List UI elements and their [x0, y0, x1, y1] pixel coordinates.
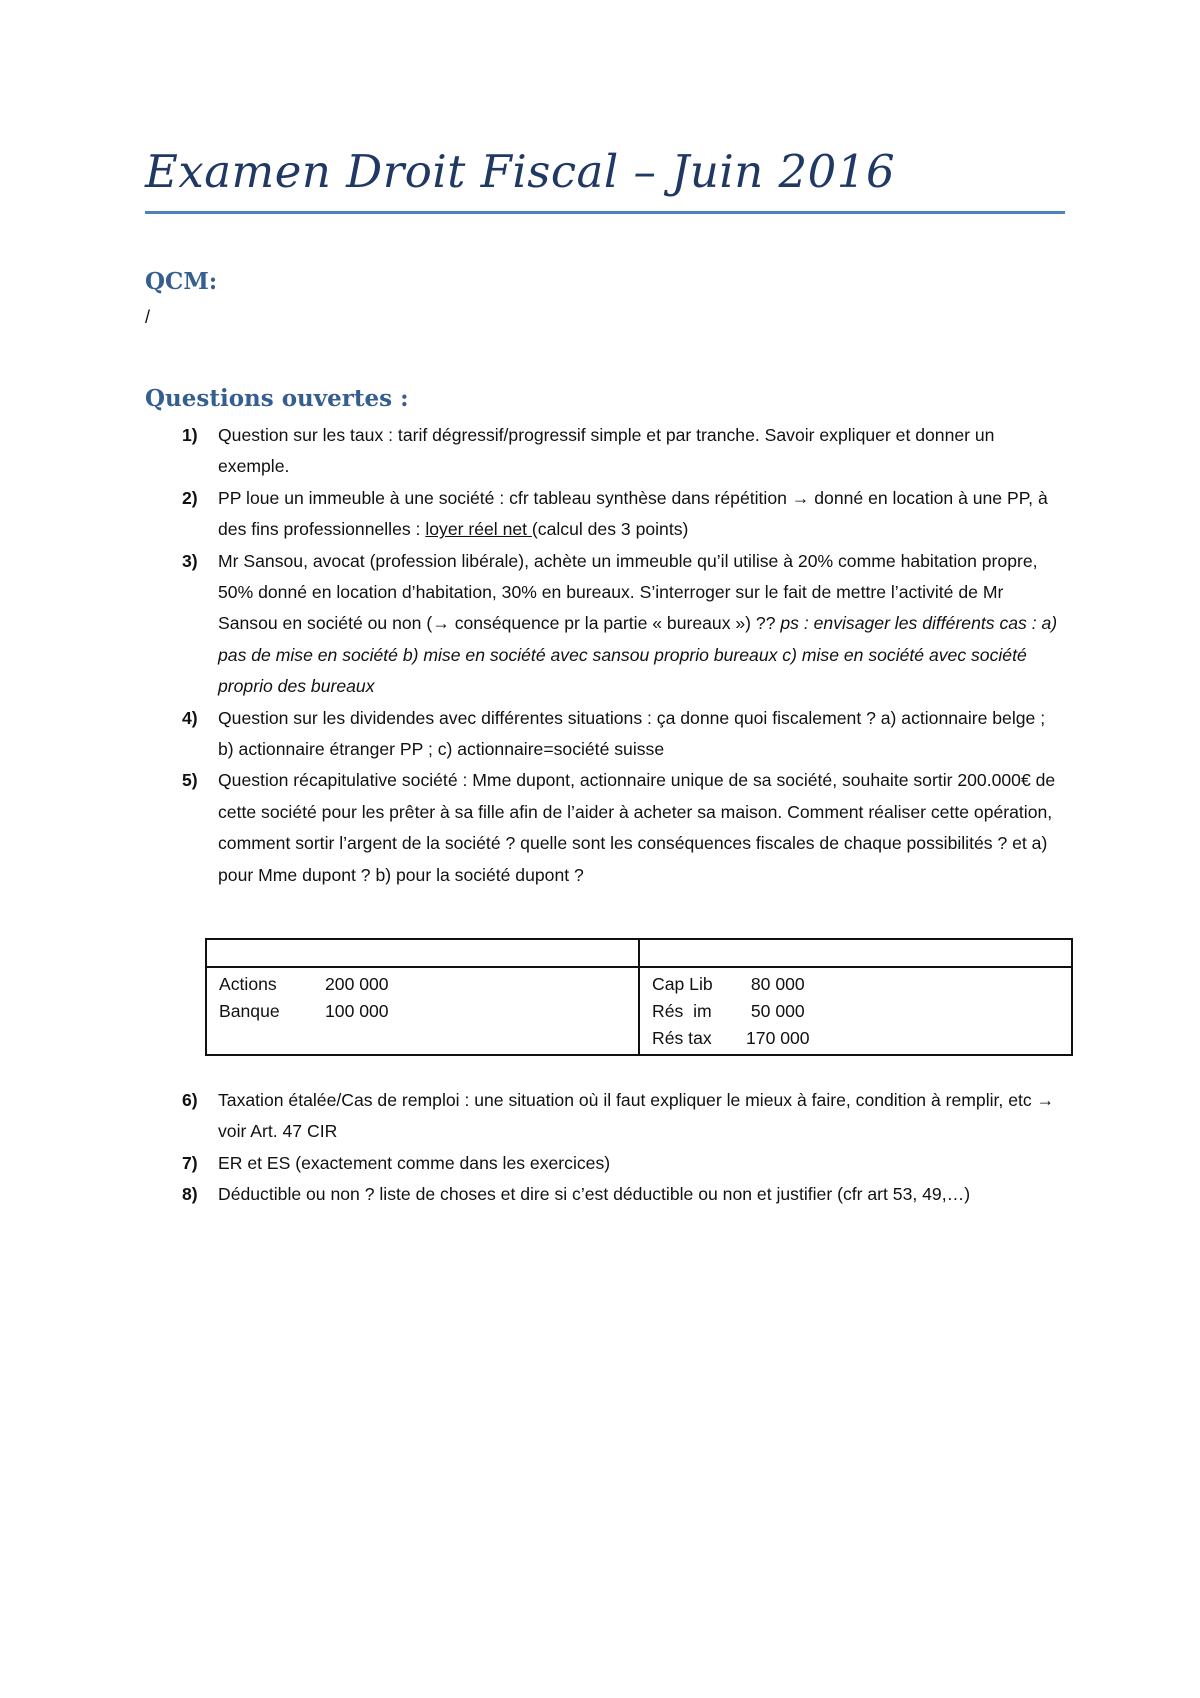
table-row	[206, 967, 1072, 1055]
question-text-main: Mr Sansou, avocat (profession libérale), achète un immeuble qu’il utilise à 20% comme habitation propre, 50% donné en location d’habitation, 30% en bureaux. S’interroger sur le fait de mettre l’activité de Mr Sansou en société ou non (→ conséquence pr la partie « bureaux ») ??	[218, 550, 1038, 634]
qcm-content: /	[145, 307, 151, 327]
question-text-end: (calcul des 3 points)	[531, 519, 689, 540]
balance-line	[652, 1025, 1059, 1052]
balance-line	[652, 971, 1059, 998]
balance-label: Banque	[219, 1001, 280, 1021]
question-text: Question sur les dividendes avec différentes situations : ça donne quoi fiscalement ? a) actionnaire belge ; b) actionnaire étranger PP ; c) actionnaire=société suisse	[218, 707, 1046, 760]
underlined-term: loyer réel net	[425, 519, 532, 540]
document-title: Examen Droit Fiscal – Juin 2016	[145, 145, 896, 198]
question-text: ER et ES (exactement comme dans les exercices)	[218, 1152, 611, 1173]
question-number: 3)	[182, 550, 198, 571]
question-text	[218, 483, 1065, 546]
qcm-heading: QCM:	[145, 268, 218, 295]
question-text-main: PP loue un immeuble à une société : cfr tableau synthèse dans répétition → donné en location à une PP, à des fins professionnelles :	[218, 487, 1048, 540]
question-item-6	[145, 1085, 1065, 1148]
question-item-2	[145, 483, 1065, 546]
question-number: 4)	[182, 707, 198, 728]
balance-label: Rés im	[652, 1001, 712, 1021]
question-list-continued	[145, 1085, 1065, 1211]
question-text: Question sur les taux : tarif dégressif/progressif simple et par tranche. Savoir expliquer et donner un exemple.	[218, 425, 995, 477]
question-text: Déductible ou non ? liste de choses et dire si c’est déductible ou non et justifier (cfr art 53, 49,…)	[218, 1184, 971, 1205]
question-number: 1)	[182, 425, 198, 445]
question-text: Question récapitulative société : Mme dupont, actionnaire unique de sa société, souhaite sortir 200.000€ de cette société pour les prêter à sa fille afin de l’aider à acheter sa maison. Comment réaliser cette opération, comment sortir l’argent de la société ? quelle sont les conséquences fiscales de chaque possibilités ? et a) pour Mme dupont ? b) pour la société dupont ?	[218, 770, 1056, 885]
question-item-7	[145, 1148, 1065, 1179]
balance-value: 50 000	[746, 1001, 805, 1021]
balance-value: 170 000	[746, 1028, 810, 1048]
balance-line	[219, 998, 626, 1025]
question-item-1	[145, 420, 1065, 483]
question-text	[218, 546, 1065, 703]
question-number: 5)	[182, 770, 198, 791]
question-item-4	[145, 703, 1065, 766]
balance-value: 200 000	[325, 974, 389, 994]
question-number: 2)	[182, 487, 198, 508]
balance-value: 80 000	[746, 974, 805, 994]
question-item-5	[145, 765, 1065, 891]
title-rule	[145, 211, 1065, 214]
question-number: 8)	[182, 1184, 198, 1205]
open-questions-heading: Questions ouvertes :	[145, 385, 409, 412]
balance-label: Actions	[219, 974, 277, 994]
liabilities-cell	[639, 967, 1072, 1055]
italic-note: ps : envisager les différents cas : a) pas de mise en société b) mise en société avec sansou proprio bureaux c) mise en société avec société proprio des bureaux	[218, 613, 1058, 697]
question-text: Taxation étalée/Cas de remploi : une situation où il faut expliquer le mieux à faire, condition à remplir, etc → voir Art. 47 CIR	[218, 1090, 1055, 1142]
assets-cell	[206, 967, 639, 1055]
question-number: 7)	[182, 1152, 198, 1173]
balance-line	[652, 998, 1059, 1025]
question-item-3	[145, 546, 1065, 703]
question-number: 6)	[182, 1090, 198, 1110]
question-list	[145, 420, 1065, 891]
table-header-row	[206, 939, 1072, 967]
question-item-8	[145, 1179, 1065, 1210]
balance-table	[205, 938, 1073, 1056]
balance-value: 100 000	[325, 1001, 389, 1021]
table-header-cell-right	[639, 939, 1072, 967]
table-header-cell-left	[206, 939, 639, 967]
balance-label: Cap Lib	[652, 974, 713, 994]
balance-line	[219, 971, 626, 998]
balance-label: Rés tax	[652, 1028, 712, 1048]
